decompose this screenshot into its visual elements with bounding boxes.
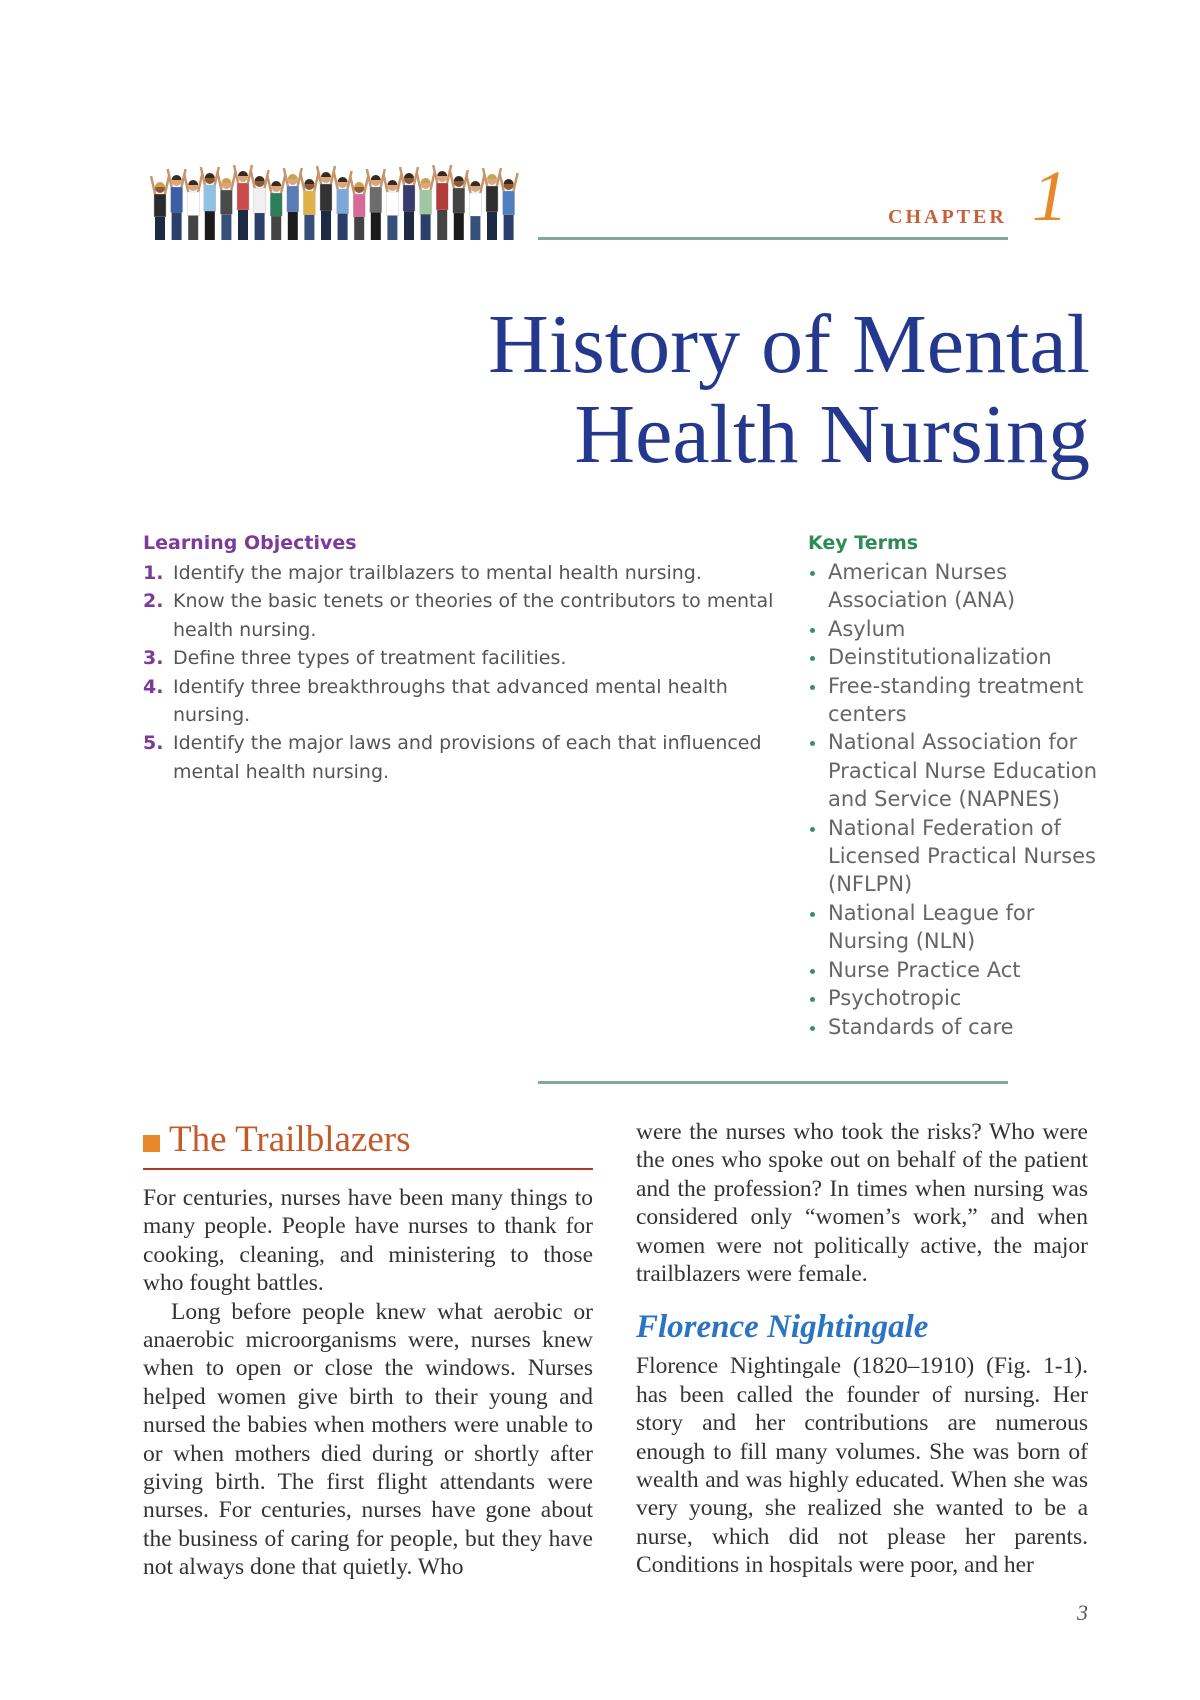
- crowd-person: [284, 168, 302, 240]
- chapter-label: CHAPTER: [888, 206, 1007, 228]
- crowd-person: [367, 169, 385, 240]
- section-square-icon: [143, 1135, 160, 1152]
- crowd-person: [267, 175, 285, 240]
- nightingale-heading: Florence Nightingale: [636, 1309, 929, 1346]
- objective-number: 5.: [143, 732, 164, 755]
- key-term-item: Asylum: [808, 615, 1098, 643]
- crowd-person: [400, 167, 418, 240]
- trailblazers-heading: The Trailblazers: [169, 1119, 411, 1160]
- crowd-person: [466, 175, 484, 240]
- objective-number: 4.: [143, 675, 164, 698]
- crowd-person: [184, 174, 202, 240]
- crowd-person: [234, 165, 252, 240]
- section-divider: [538, 1081, 1008, 1084]
- page-number: 3: [1077, 1600, 1088, 1625]
- key-term-item: American Nurses Association (ANA): [808, 558, 1098, 615]
- key-terms-list: [808, 558, 1098, 1041]
- key-term-item: National League for Nursing (NLN): [808, 899, 1098, 956]
- crowd-person: [483, 168, 501, 240]
- left-column: [143, 1118, 593, 1582]
- chapter-number: 1: [1032, 156, 1068, 236]
- crowd-person: [383, 174, 401, 240]
- objective-number: 3.: [143, 647, 164, 670]
- objective-text: Identify three breakthroughs that advanced mental health nursing.: [173, 675, 728, 727]
- objective-number: 2.: [143, 590, 164, 613]
- title-line-2: Health Nursing: [574, 388, 1090, 481]
- crowd-photo: [150, 140, 530, 245]
- objective-number: 1.: [143, 562, 164, 584]
- right-column: [636, 1118, 1088, 1580]
- objective-item: [143, 644, 783, 672]
- crowd-person: [350, 176, 368, 240]
- objective-item: [143, 587, 783, 644]
- trailblazers-paragraph-2: Long before people knew what aerobic or anaerobic microorganisms were, nurses knew when to open or close the windows. Nurses helped women give birth to their young and nursed the babies when mothers were unable to or when mothers died during or shortly after giving birth. The first flight attendants were nurses. For centuries, nurses have gone about the business of caring for people, but they have not always done that quietly. Who: [143, 1298, 593, 1581]
- crowd-person: [417, 172, 435, 240]
- crowd-person: [201, 167, 219, 240]
- key-term-item: National Federation of Licensed Practical Nurses (NFLPN): [808, 814, 1098, 899]
- learning-objectives-list: [143, 559, 783, 786]
- crowd-person: [251, 170, 269, 240]
- header-rule: [538, 237, 1008, 240]
- objective-item: [143, 729, 783, 786]
- key-term-item: National Association for Practical Nurse Education and Service (NAPNES): [808, 728, 1098, 813]
- chapter-title: [488, 300, 1090, 480]
- crowd-person: [151, 176, 169, 240]
- trailblazers-paragraph-3: were the nurses who took the risks? Who were the ones who spoke out on behalf of the patient and the profession? In times when nursing was considered only “women’s work,” and when women were not politically active, the major trailblazers were female.: [636, 1119, 1088, 1288]
- title-line-1: History of Mental: [488, 298, 1090, 391]
- crowd-person: [217, 172, 235, 240]
- objective-text: Know the basic tenets or theories of the contributors to mental health nursing.: [173, 590, 774, 641]
- key-terms-heading: Key Terms: [808, 532, 919, 554]
- crowd-person: [450, 170, 468, 240]
- crowd-person: [168, 169, 186, 240]
- crowd-person: [334, 171, 352, 240]
- key-term-item: Nurse Practice Act: [808, 956, 1098, 984]
- objective-item: [143, 559, 783, 587]
- key-term-item: Free-standing treatment centers: [808, 672, 1098, 729]
- key-term-item: Standards of care: [808, 1013, 1098, 1041]
- trailblazers-heading-rule: [143, 1168, 593, 1170]
- crowd-person: [300, 173, 318, 240]
- objective-item: [143, 673, 783, 730]
- key-term-item: Deinstitutionalization: [808, 643, 1098, 671]
- trailblazers-paragraph-1: For centuries, nurses have been many things to many people. People have nurses to thank for cooking, cleaning, and ministering to those who fought battles.: [143, 1185, 593, 1297]
- crowd-person: [500, 173, 518, 240]
- learning-objectives-heading: Learning Objectives: [143, 532, 357, 554]
- key-term-item: Psychotropic: [808, 984, 1098, 1012]
- trailblazers-heading-row: [143, 1118, 593, 1162]
- objective-text: Identify the major laws and provisions of each that influenced mental health nursing.: [173, 732, 762, 783]
- objective-text: Identify the major trailblazers to mental health nursing.: [173, 562, 702, 584]
- objective-text: Define three types of treatment facilities.: [173, 647, 567, 670]
- crowd-person: [433, 165, 451, 240]
- crowd-person: [317, 166, 335, 240]
- nightingale-paragraph: Florence Nightingale (1820–1910) (Fig. 1-1). has been called the founder of nursing. Her story and her contributions are numerous enough to fill many volumes. She was born of wealth and was highly educated. When she was very young, she realized she wanted to be a nurse, which did not please her parents. Conditions in hospitals were poor, and her: [636, 1353, 1088, 1579]
